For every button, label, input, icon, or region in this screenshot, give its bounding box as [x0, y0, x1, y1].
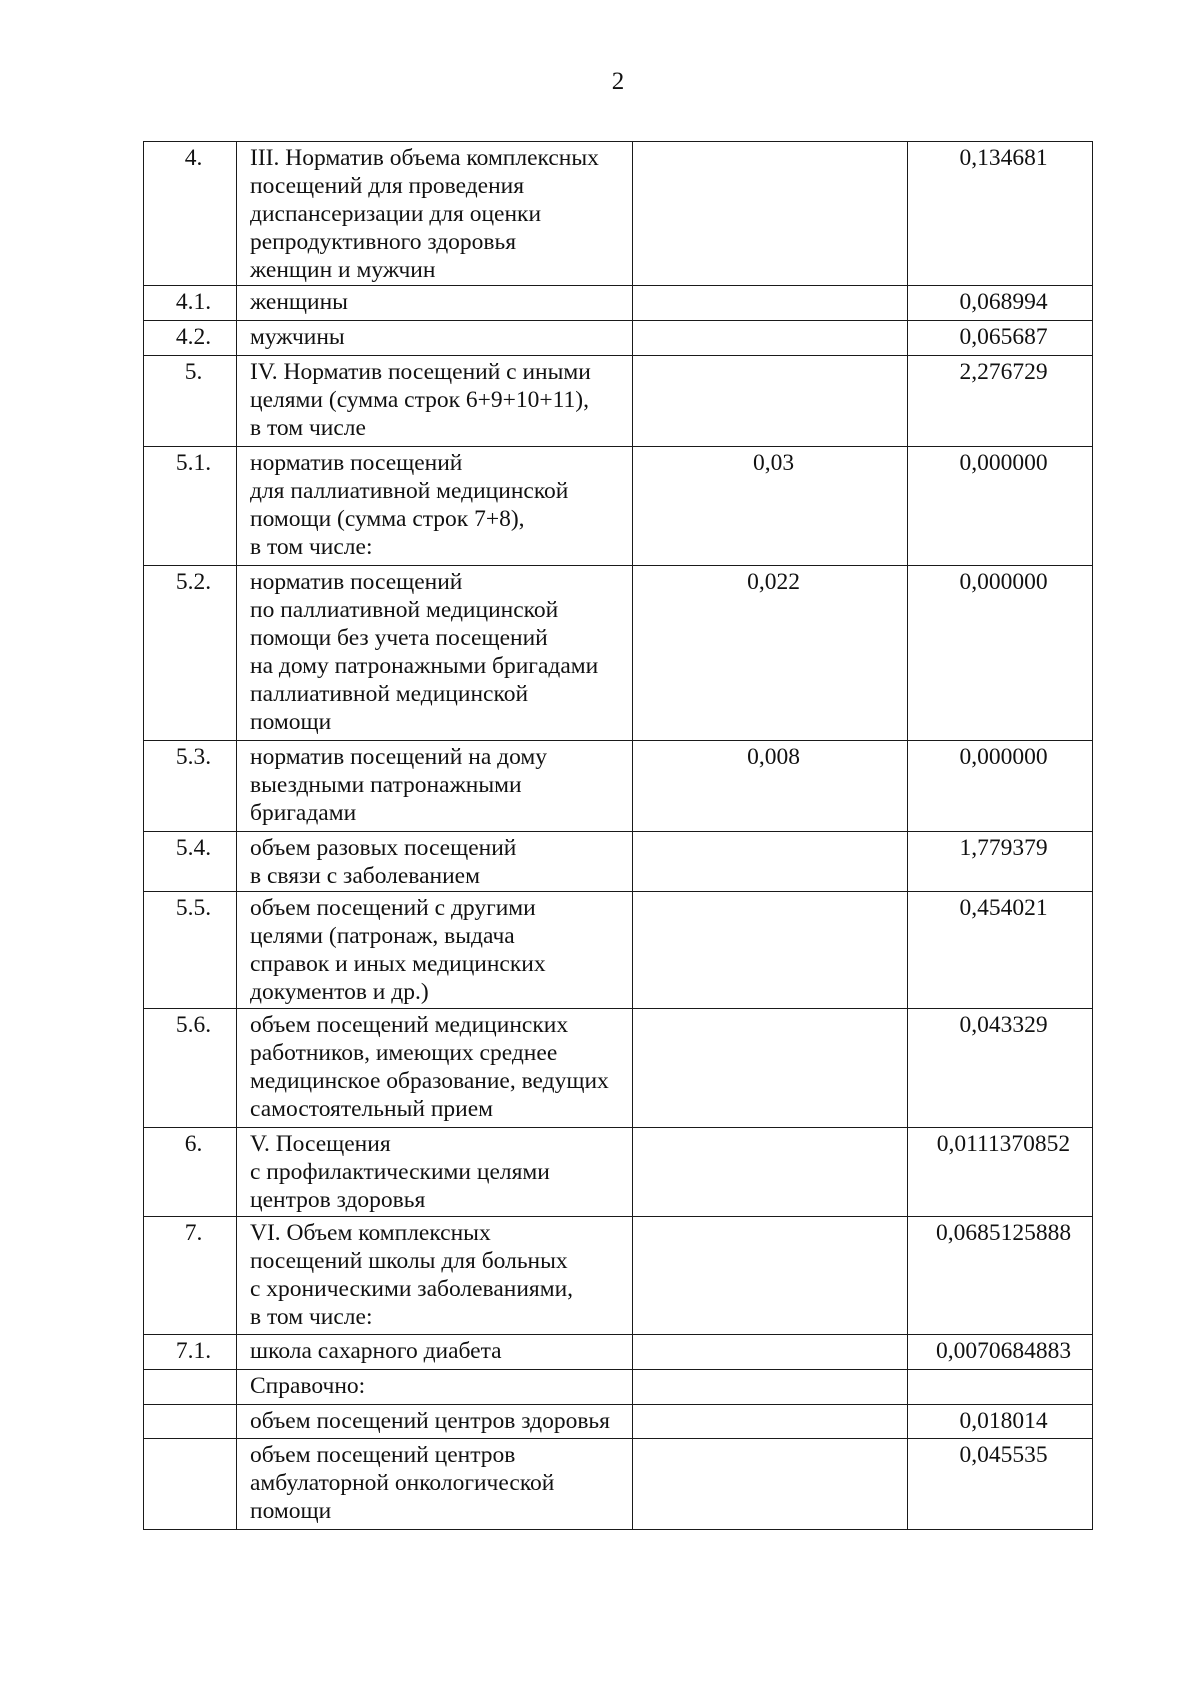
row-norm — [633, 1217, 908, 1335]
row-description: норматив посещений на дому выездными патронажными бригадами — [237, 741, 633, 832]
row-norm — [633, 142, 908, 286]
row-value: 0,068994 — [908, 286, 1093, 321]
row-value: 0,065687 — [908, 321, 1093, 356]
row-norm — [633, 356, 908, 447]
table-row — [144, 1335, 1093, 1370]
row-norm: 0,03 — [633, 447, 908, 566]
row-value: 0,018014 — [908, 1405, 1093, 1439]
row-description: V. Посещения с профилактическими целями центров здоровья — [237, 1128, 633, 1217]
row-description: женщины — [237, 286, 633, 321]
row-number: 5.6. — [144, 1009, 237, 1128]
row-value: 0,000000 — [908, 566, 1093, 741]
row-number: 4.1. — [144, 286, 237, 321]
row-norm — [633, 321, 908, 356]
table-row — [144, 286, 1093, 321]
table-row — [144, 566, 1093, 741]
row-norm — [633, 892, 908, 1009]
row-description: норматив посещений для паллиативной медицинской помощи (сумма строк 7+8), в том числе: — [237, 447, 633, 566]
row-description: норматив посещений по паллиативной медицинской помощи без учета посещений на дому патронажными бригадами паллиативной медицинской помощи — [237, 566, 633, 741]
row-number: 7.1. — [144, 1335, 237, 1370]
row-description: объем посещений центров здоровья — [237, 1405, 633, 1439]
row-description: объем посещений с другими целями (патронаж, выдача справок и иных медицинских документов и др.) — [237, 892, 633, 1009]
row-description: IV. Норматив посещений с иными целями (сумма строк 6+9+10+11), в том числе — [237, 356, 633, 447]
row-description: школа сахарного диабета — [237, 1335, 633, 1370]
row-value: 2,276729 — [908, 356, 1093, 447]
row-value: 0,134681 — [908, 142, 1093, 286]
table-row — [144, 1439, 1093, 1530]
row-number: 5.2. — [144, 566, 237, 741]
row-value: 0,0111370852 — [908, 1128, 1093, 1217]
table-row — [144, 1370, 1093, 1405]
row-norm — [633, 286, 908, 321]
row-number: 5.4. — [144, 832, 237, 892]
row-value — [908, 1370, 1093, 1405]
row-number: 4.2. — [144, 321, 237, 356]
row-norm: 0,008 — [633, 741, 908, 832]
table-row — [144, 892, 1093, 1009]
row-description: объем посещений центров амбулаторной онкологической помощи — [237, 1439, 633, 1530]
row-norm — [633, 1370, 908, 1405]
table-row — [144, 1128, 1093, 1217]
row-number: 5.1. — [144, 447, 237, 566]
row-description: объем посещений медицинских работников, имеющих среднее медицинское образование, ведущих самостоятельный прием — [237, 1009, 633, 1128]
table-row — [144, 1217, 1093, 1335]
norms-table — [143, 141, 1093, 1530]
row-description: мужчины — [237, 321, 633, 356]
table-row — [144, 447, 1093, 566]
row-norm — [633, 1009, 908, 1128]
table-row — [144, 741, 1093, 832]
row-norm — [633, 832, 908, 892]
row-number: 4. — [144, 142, 237, 286]
row-description: VI. Объем комплексных посещений школы для больных с хроническими заболеваниями, в том числе: — [237, 1217, 633, 1335]
row-value: 0,000000 — [908, 447, 1093, 566]
row-number — [144, 1405, 237, 1439]
row-norm — [633, 1405, 908, 1439]
table-row — [144, 1405, 1093, 1439]
row-number — [144, 1370, 237, 1405]
row-description: III. Норматив объема комплексных посещений для проведения диспансеризации для оценки репродуктивного здоровья женщин и мужчин — [237, 142, 633, 286]
row-number: 5. — [144, 356, 237, 447]
row-norm — [633, 1335, 908, 1370]
row-value: 0,0685125888 — [908, 1217, 1093, 1335]
row-description: объем разовых посещений в связи с заболеванием — [237, 832, 633, 892]
table-row — [144, 321, 1093, 356]
table-row — [144, 142, 1093, 286]
row-number: 5.5. — [144, 892, 237, 1009]
row-value: 0,045535 — [908, 1439, 1093, 1530]
row-value: 0,043329 — [908, 1009, 1093, 1128]
table-row — [144, 832, 1093, 892]
row-value: 0,0070684883 — [908, 1335, 1093, 1370]
row-number — [144, 1439, 237, 1530]
row-number: 7. — [144, 1217, 237, 1335]
row-number: 6. — [144, 1128, 237, 1217]
row-value: 0,000000 — [908, 741, 1093, 832]
table-row — [144, 356, 1093, 447]
row-description: Справочно: — [237, 1370, 633, 1405]
row-value: 0,454021 — [908, 892, 1093, 1009]
row-norm — [633, 1128, 908, 1217]
table-row — [144, 1009, 1093, 1128]
row-norm — [633, 1439, 908, 1530]
row-number: 5.3. — [144, 741, 237, 832]
row-value: 1,779379 — [908, 832, 1093, 892]
page-number: 2 — [611, 68, 625, 95]
row-norm: 0,022 — [633, 566, 908, 741]
